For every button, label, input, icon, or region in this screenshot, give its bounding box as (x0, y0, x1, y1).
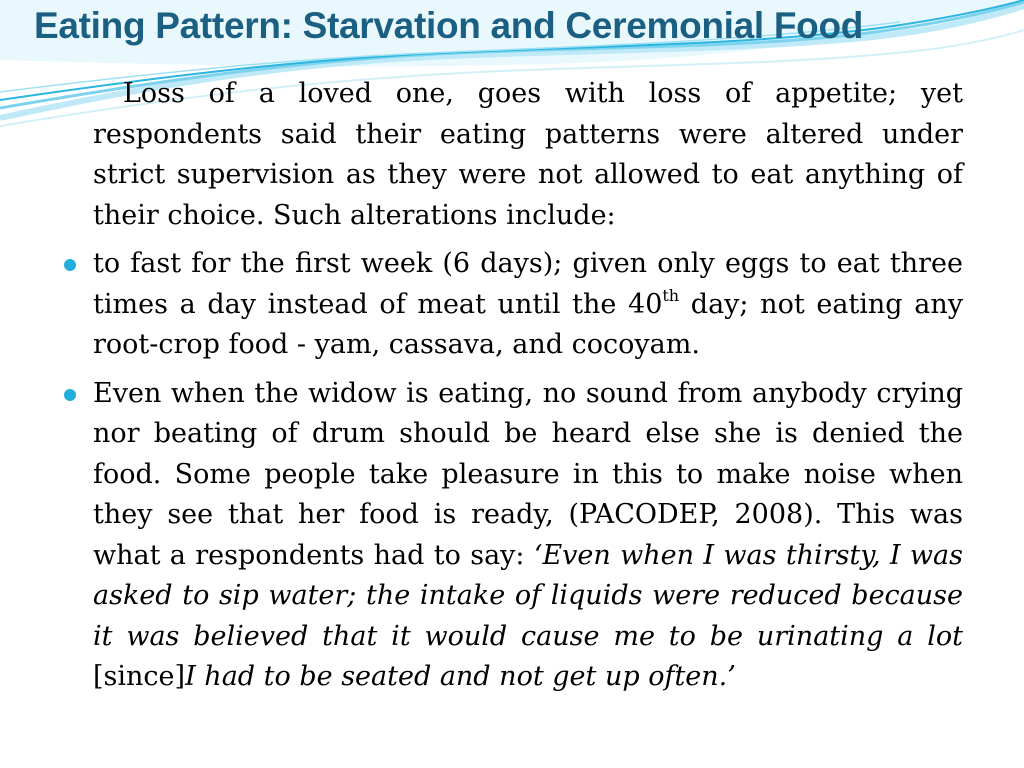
quote-part1: ‘Even when I was thirsty, I was asked to sip water; the intake of liquids were reduced because it was believed that it would cause me to be urinating a lot (93, 539, 963, 652)
quote-bracket: [since] (93, 661, 186, 692)
bullet-dot-icon (64, 389, 76, 401)
bullet-item-fasting (93, 244, 963, 366)
quote-part2: I had to be seated and not get up often.’ (185, 661, 736, 692)
bullet-text-part2: day; not eating any root-crop food - yam, cassava, and cocoyam. (93, 288, 963, 360)
ordinal-superscript: th (662, 285, 680, 305)
slide-title: Eating Pattern: Starvation and Ceremonial Food (34, 5, 864, 46)
slide-body (93, 74, 963, 698)
bullet-item-widow-eating (93, 374, 963, 698)
bullet-text: Even when the widow is eating, no sound from anybody crying nor beating of drum should be heard else she is denied the food. Some people take pleasure in this to make noise when they see that her food is ready, (PACODEP, 2008). This was what a respondents had to say: (93, 377, 963, 571)
bullet-dot-icon (64, 259, 76, 271)
bullet-text-part1: to fast for the first week (6 days); given only eggs to eat three times a day instead of meat until the 40 (93, 248, 963, 320)
intro-paragraph: Loss of a loved one, goes with loss of appetite; yet respondents said their eating patterns were altered under strict supervision as they were not allowed to eat anything of their choice. Such alterations include: (93, 78, 963, 231)
